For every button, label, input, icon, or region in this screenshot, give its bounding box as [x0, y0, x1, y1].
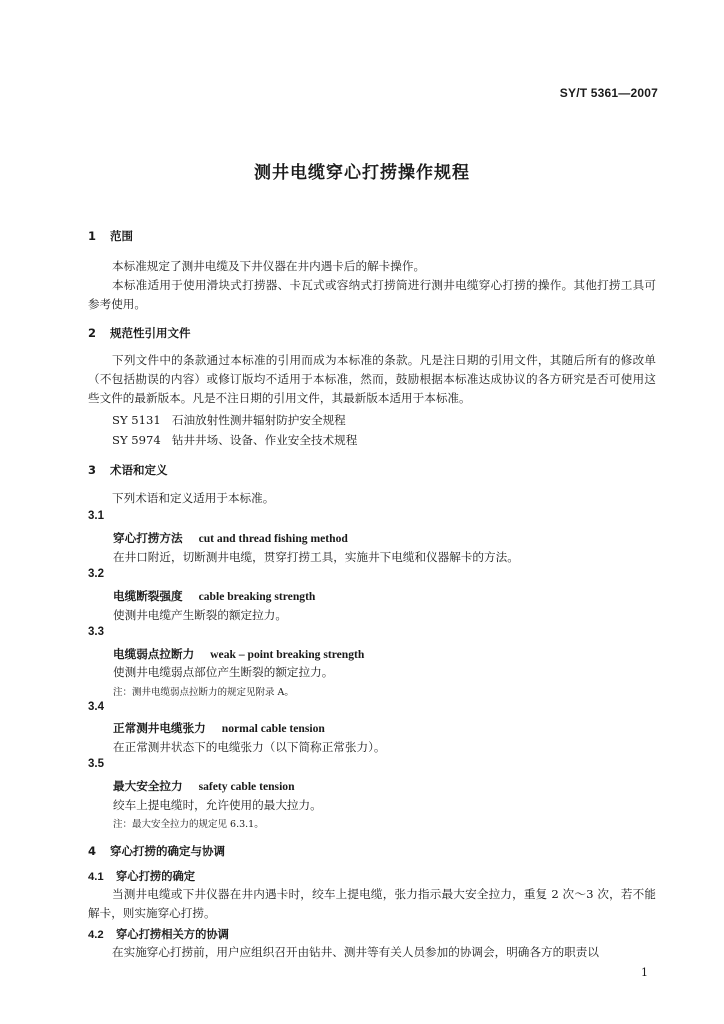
section-title: 范围 — [110, 229, 133, 243]
reference-title: 石油放射性测井辐射防护安全规程 — [171, 413, 346, 427]
term-entry — [113, 720, 325, 736]
section-title: 规范性引用文件 — [110, 326, 191, 340]
subsection-title: 穿心打捞的确定 — [116, 870, 196, 883]
paragraph: 在实施穿心打捞前，用户应组织召开由钻井、测井等有关人员参加的协调会，明确各方的职责以 — [112, 945, 599, 959]
paragraph: 当测井电缆或下井仪器在井内遇卡时，绞车上提电缆，张力指示最大安全拉力，重复 2 次～3 次，若不能解卡，则实施穿心打捞。 — [88, 887, 656, 920]
section-2-body — [88, 351, 656, 408]
section-2-heading — [88, 325, 191, 341]
standard-code: SY/T 5361—2007 — [559, 86, 658, 100]
paragraph: 本标准规定了测井电缆及下井仪器在井内遇卡后的解卡操作。 — [112, 259, 426, 273]
term-entry — [113, 778, 295, 794]
clause-number: 3.5 — [88, 758, 104, 770]
section-title: 术语和定义 — [110, 463, 168, 477]
term-en: cut and thread fishing method — [198, 532, 348, 545]
subsection-4-1-body — [88, 885, 656, 923]
term-en: safety cable tension — [198, 780, 295, 793]
term-note: 注：测井电缆弱点拉断力的规定见附录 A。 — [113, 687, 294, 698]
reference-title: 钻井井场、设备、作业安全技术规程 — [171, 433, 358, 447]
term-definition: 绞车上提电缆时，允许使用的最大拉力。 — [113, 798, 322, 812]
term-entry — [113, 588, 315, 604]
term-zh: 穿心打捞方法 — [113, 531, 183, 545]
section-title: 穿心打捞的确定与协调 — [110, 844, 225, 858]
term-en: normal cable tension — [221, 722, 325, 735]
subsection-4-2-body — [88, 943, 656, 962]
page-number: 1 — [641, 966, 648, 979]
section-4-heading — [88, 843, 225, 859]
term-zh: 正常测井电缆张力 — [113, 721, 206, 735]
paragraph: 下列术语和定义适用于本标准。 — [112, 491, 275, 505]
subsection-title: 穿心打捞相关方的协调 — [116, 928, 229, 941]
term-entry — [113, 530, 348, 546]
subsection-4-2-heading — [88, 926, 229, 942]
section-number: 4 — [88, 844, 97, 858]
reference-code: SY 5131 — [112, 413, 161, 427]
clause-number: 3.3 — [88, 626, 104, 638]
reference-code: SY 5974 — [112, 433, 161, 447]
clause-number: 3.2 — [88, 568, 104, 580]
section-number: 2 — [88, 326, 97, 340]
term-zh: 最大安全拉力 — [113, 779, 183, 793]
section-number: 3 — [88, 463, 97, 477]
term-entry — [113, 646, 364, 662]
subsection-4-1-heading — [88, 868, 195, 884]
term-en: cable breaking strength — [198, 590, 316, 603]
section-1-body — [88, 257, 656, 314]
term-definition: 在井口附近，切断测井电缆，贯穿打捞工具，实施井下电缆和仪器解卡的方法。 — [113, 550, 519, 564]
subsection-number: 4.1 — [88, 871, 104, 883]
reference-item — [112, 412, 346, 428]
paragraph: 下列文件中的条款通过本标准的引用而成为本标准的条款。凡是注日期的引用文件，其随后所有的修改单（不包括勘误的内容）或修订版均不适用于本标准，然而，鼓励根据本标准达成协议的各方研究是否可使用这些文件的最新版本。凡是不注日期的引用文件，其最新版本适用于本标准。 — [88, 353, 656, 405]
term-definition: 在正常测井状态下的电缆张力（以下简称正常张力）。 — [113, 740, 386, 754]
term-zh: 电缆断裂强度 — [113, 589, 183, 603]
term-zh: 电缆弱点拉断力 — [113, 647, 195, 661]
section-number: 1 — [88, 229, 97, 243]
subsection-number: 4.2 — [88, 929, 104, 941]
section-1-heading — [88, 228, 133, 244]
term-definition: 使测井电缆产生断裂的额定拉力。 — [113, 608, 287, 622]
clause-number: 3.4 — [88, 701, 104, 713]
section-3-intro — [88, 489, 656, 508]
clause-number: 3.1 — [88, 510, 104, 522]
reference-item — [112, 432, 357, 448]
term-note: 注：最大安全拉力的规定见 6.3.1。 — [113, 819, 264, 830]
paragraph: 本标准适用于使用滑块式打捞器、卡瓦式或容纳式打捞筒进行测井电缆穿心打捞的操作。其他打捞工具可参考使用。 — [88, 278, 656, 311]
term-definition: 使测井电缆弱点部位产生断裂的额定拉力。 — [113, 665, 334, 679]
section-3-heading — [88, 462, 168, 478]
document-title: 测井电缆穿心打捞操作规程 — [254, 163, 470, 183]
term-en: weak – point breaking strength — [210, 648, 365, 661]
